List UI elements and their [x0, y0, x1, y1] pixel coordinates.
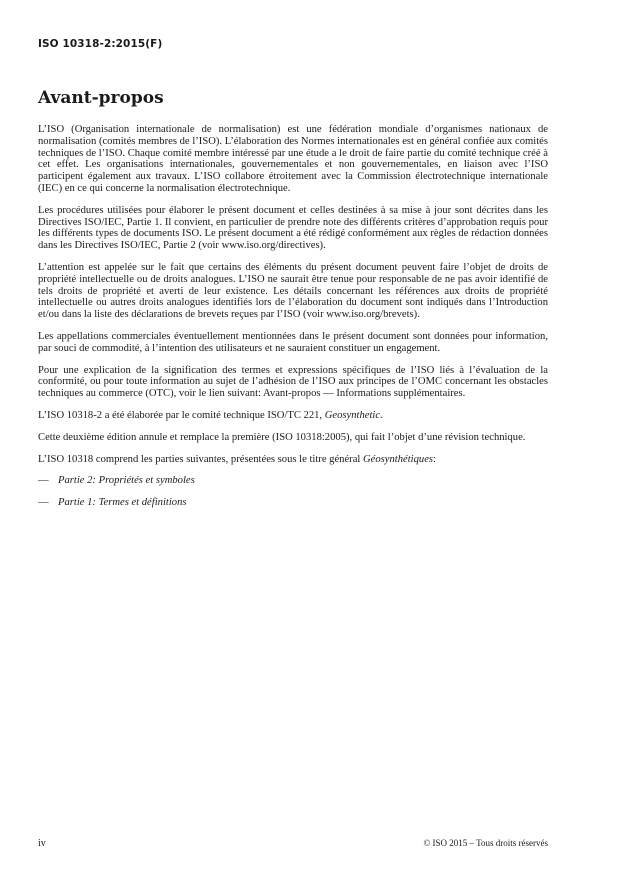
paragraph-patent-rights: L’attention est appelée sur le fait que certains des éléments du présent document peuvent faire l’objet de droits de propriété intellectuelle ou de droits analogues. L’ISO ne saurait être tenue pour responsable de ne pas avoir identifié de tels droits de propriété et averti de leur existence. Les détails concernant les références aux droits de propriété intellectuelle ou autres droits analogues identifiés lors de l’élaboration du document sont indiqués dans l’Introduction et/ou dans la liste des déclarations de brevets reçues par l’ISO (voir www.iso.org/brevets).	[38, 261, 548, 321]
parts-intro-end: :	[433, 453, 436, 465]
list-item	[38, 475, 548, 487]
paragraph-procedures: Les procédures utilisées pour élaborer le présent document et celles destinées à sa mise à jour sont décrites dans les Directives ISO/IEC, Partie 1. Il convient, en particulier de prendre note des différents critères d’approbation requis pour les différents types de documents ISO. Le présent document a été rédigé conformément aux règles de rédaction données dans les Directives ISO/IEC, Partie 2 (voir www.iso.org/directives).	[38, 204, 548, 252]
list-item-label: Partie 1: Termes et définitions	[58, 497, 187, 509]
paragraph-edition: Cette deuxième édition annule et remplace la première (ISO 10318:2005), qui fait l’objet d’une révision technique.	[38, 431, 526, 443]
parts-intro-text: L’ISO 10318 comprend les parties suivantes, présentées sous le titre général	[38, 453, 363, 465]
foreword-body	[38, 124, 548, 519]
paragraph-conformity-assessment: Pour une explication de la signification des termes et expressions spécifiques de l’ISO liés à l’évaluation de la conformité, ou pour toute information au sujet de l’adhésion de l’ISO aux principes de l’OMC concernant les obstacles techniques au commerce (OTC), voir le lien suivant: Avant-propos — Informations supplémentaires.	[38, 364, 548, 400]
paragraph-trade-names: Les appellations commerciales éventuellement mentionnées dans le présent document sont données pour information, par souci de commodité, à l’intention des utilisateurs et ne sauraient constituer un engagement.	[38, 330, 548, 354]
list-item	[38, 497, 548, 509]
list-dash: —	[38, 497, 49, 509]
document-id-header: ISO 10318-2:2015(F)	[38, 38, 163, 50]
committee-text: L’ISO 10318-2 a été élaborée par le comité technique ISO/TC 221,	[38, 409, 325, 421]
committee-name: Geosynthetic	[324, 409, 381, 421]
paragraph-technical-committee	[38, 410, 548, 422]
committee-end: .	[380, 409, 383, 421]
list-item-label: Partie 2: Propriétés et symboles	[58, 475, 195, 487]
page-title: Avant-propos	[38, 88, 164, 108]
paragraph-iso-description: L’ISO (Organisation internationale de normalisation) est une fédération mondiale d’organismes nationaux de normalisation (comités membres de l’ISO). L’élaboration des Normes internationales est en général confiée aux comités techniques de l’ISO. Chaque comité membre intéressé par une étude a le droit de faire partie du comité technique créé à cet effet. Les organisations internationales, gouvernementales et non gouvernementales, en liaison avec l’ISO participent également aux travaux. L’ISO collabore étroitement avec la Commission électrotechnique internationale (IEC) en ce qui concerne la normalisation électrotechnique.	[38, 124, 548, 194]
general-title: Géosynthétiques	[363, 453, 434, 465]
list-dash: —	[38, 475, 49, 487]
page-number: iv	[38, 838, 46, 849]
copyright-notice: © ISO 2015 – Tous droits réservés	[423, 838, 548, 848]
paragraph-parts-intro	[38, 454, 548, 466]
